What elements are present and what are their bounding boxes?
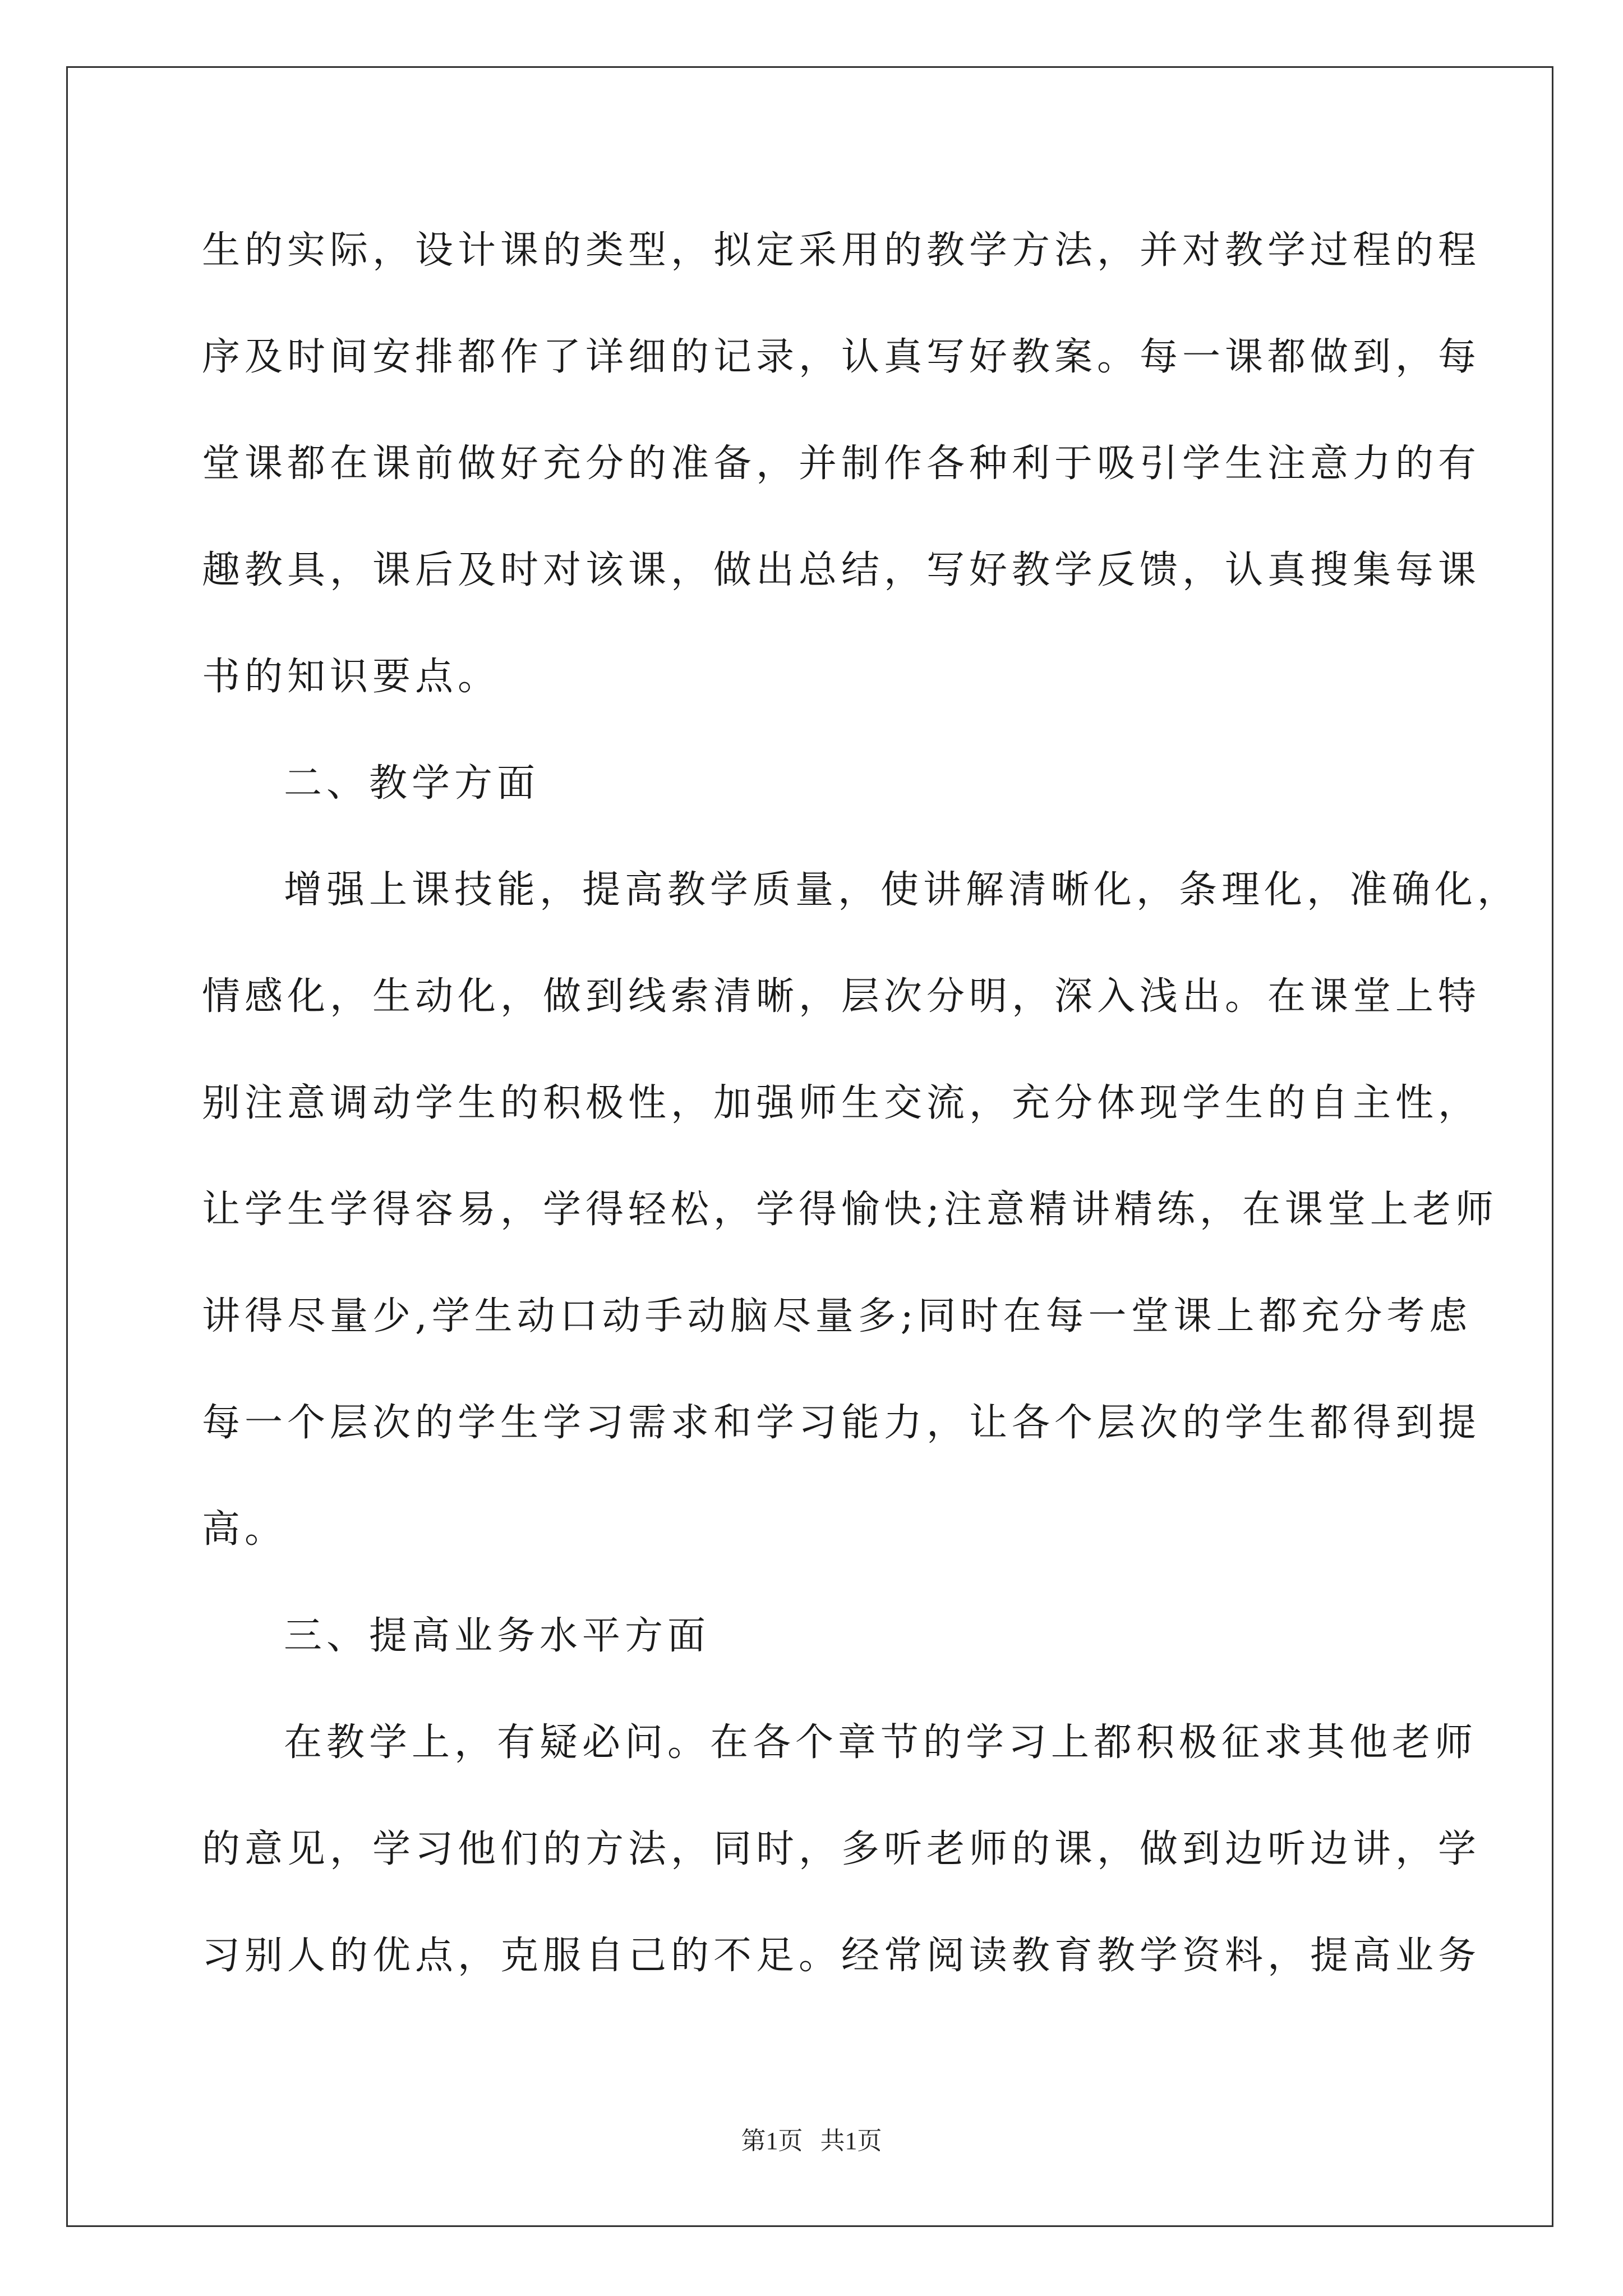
paragraph-line: 趣教具，课后及时对该课，做出总结，写好教学反馈，认真搜集每课 [202, 548, 1481, 592]
document-body [202, 220, 1520, 2032]
section-heading: 二、教学方面 [284, 761, 540, 806]
section-heading: 三、提高业务水平方面 [284, 1614, 711, 1658]
paragraph-line: 的意见，学习他们的方法，同时，多听老师的课，做到边听边讲，学 [202, 1827, 1481, 1871]
paragraph-line: 序及时间安排都作了详细的记录，认真写好教案。每一课都做到，每 [202, 335, 1481, 379]
paragraph-line: 堂课都在课前做好充分的准备，并制作各种利于吸引学生注意力的有 [202, 441, 1481, 486]
paragraph-line: 习别人的优点，克服自己的不足。经常阅读教育教学资料，提高业务 [202, 1934, 1481, 1978]
paragraph-line: 情感化，生动化，做到线索清晰，层次分明，深入浅出。在课堂上特 [202, 974, 1481, 1019]
paragraph-line: 别注意调动学生的积极性，加强师生交流，充分体现学生的自主性， [202, 1081, 1481, 1125]
paragraph-line: 高。 [202, 1507, 288, 1552]
paragraph-line: 生的实际，设计课的类型，拟定采用的教学方法，并对教学过程的程 [202, 228, 1481, 273]
paragraph-line: 讲得尽量少,学生动口动手动脑尽量多;同时在每一堂课上都充分考虑 [202, 1294, 1472, 1338]
page-number: 第1页 [741, 2127, 803, 2155]
paragraph-line: 增强上课技能，提高教学质量，使讲解清晰化，条理化，准确化， [284, 868, 1520, 912]
page-footer [0, 2120, 1623, 2156]
paragraph-line: 书的知识要点。 [202, 655, 501, 699]
paragraph-line: 每一个层次的学生学习需求和学习能力，让各个层次的学生都得到提 [202, 1401, 1481, 1445]
page-total: 共1页 [820, 2127, 882, 2155]
paragraph-line: 让学生学得容易，学得轻松，学得愉快;注意精讲精练，在课堂上老师 [202, 1188, 1498, 1232]
paragraph-line: 在教学上，有疑必问。在各个章节的学习上都积极征求其他老师 [284, 1720, 1478, 1765]
